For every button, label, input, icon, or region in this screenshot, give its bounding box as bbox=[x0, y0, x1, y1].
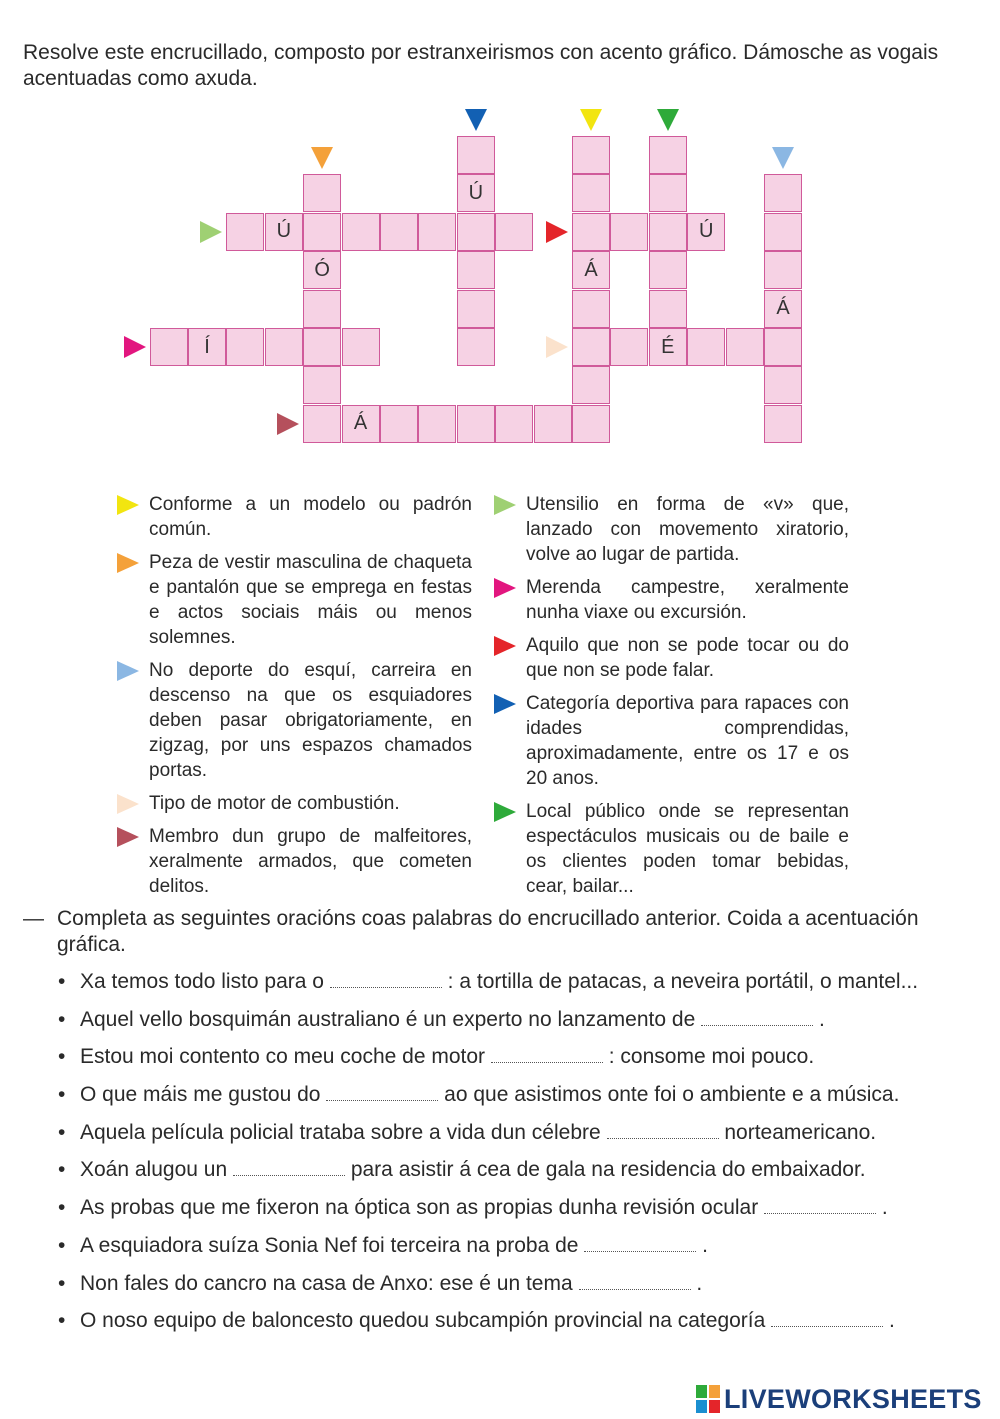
sentence-text-before: O que máis me gustou do bbox=[80, 1083, 321, 1107]
clue-text: No deporte do esquí, carreira en descenso na que os esquiadores deben pasar obrigatoriamente, en zigzag, por uns espazos chamados portas. bbox=[149, 660, 472, 781]
crossword-cell[interactable] bbox=[687, 328, 725, 366]
crossword-cell[interactable] bbox=[303, 366, 341, 404]
crossword-cell[interactable] bbox=[303, 174, 341, 212]
sentence-item bbox=[58, 1045, 988, 1083]
red-arrow-icon bbox=[546, 221, 568, 243]
crossword-cell[interactable] bbox=[764, 405, 802, 443]
crossword-cell[interactable] bbox=[764, 174, 802, 212]
crossword-cell[interactable] bbox=[572, 213, 610, 251]
bullet-icon: • bbox=[58, 1083, 66, 1107]
instructions: Resolve este encrucillado, composto por estranxeirismos con acento gráfico. Dámosche as vogais acentuadas como axuda. bbox=[23, 41, 939, 90]
magenta-arrow-icon bbox=[494, 578, 516, 598]
clue-item bbox=[494, 575, 849, 625]
sentence-text-after: ao que asistimos onte foi o ambiente e a música. bbox=[444, 1083, 900, 1107]
dark-blue-arrow-icon bbox=[465, 109, 487, 131]
sentence-item bbox=[58, 1234, 988, 1272]
crossword-cell[interactable] bbox=[418, 405, 456, 443]
crossword-cell[interactable]: Ó bbox=[303, 251, 341, 289]
crossword-cell[interactable] bbox=[150, 328, 188, 366]
crossword-cell[interactable]: Ú bbox=[457, 174, 495, 212]
sentence-item bbox=[58, 1008, 988, 1046]
crossword-cell[interactable]: Á bbox=[342, 405, 380, 443]
logo-text: LIVEWORKSHEETS bbox=[724, 1383, 982, 1414]
clue-text: Aquilo que non se pode tocar ou do que non se pode falar. bbox=[526, 635, 849, 681]
crossword-cell[interactable] bbox=[649, 136, 687, 174]
dash: — bbox=[23, 907, 44, 930]
crossword-cell[interactable] bbox=[572, 328, 610, 366]
answer-blank[interactable] bbox=[764, 1197, 876, 1214]
crossword-cell[interactable] bbox=[649, 213, 687, 251]
crossword-cell[interactable] bbox=[457, 290, 495, 328]
clue-item bbox=[494, 492, 849, 567]
sentence-text-after: . bbox=[696, 1271, 703, 1295]
crossword-cell[interactable] bbox=[226, 213, 264, 251]
sentence-text-after: . bbox=[889, 1309, 895, 1333]
bullet-icon: • bbox=[58, 1233, 66, 1257]
light-blue-arrow-icon bbox=[772, 147, 794, 169]
logo-square bbox=[709, 1385, 720, 1398]
clue-item bbox=[117, 492, 472, 542]
sentence-text-after: . bbox=[818, 1007, 825, 1031]
crossword-cell[interactable] bbox=[649, 290, 687, 328]
light-green-arrow-icon bbox=[200, 221, 222, 243]
answer-blank[interactable] bbox=[771, 1310, 883, 1327]
clue-text: Membro dun grupo de malfeitores, xeralmente armados, que cometen delitos. bbox=[149, 826, 472, 897]
crossword-cell[interactable] bbox=[303, 405, 341, 443]
clue-item bbox=[117, 824, 472, 899]
crossword-cell[interactable] bbox=[457, 328, 495, 366]
orange-arrow-icon bbox=[311, 147, 333, 169]
clue-item bbox=[494, 633, 849, 683]
liveworksheets-logo bbox=[696, 1384, 982, 1414]
crossword-cell[interactable]: Í bbox=[188, 328, 226, 366]
crossword-cell[interactable] bbox=[380, 405, 418, 443]
crossword-cell[interactable] bbox=[265, 328, 303, 366]
crossword-cell[interactable] bbox=[764, 328, 802, 366]
clue-item bbox=[117, 791, 472, 816]
green-arrow-icon bbox=[494, 802, 516, 822]
crossword-cell[interactable]: É bbox=[649, 328, 687, 366]
logo-square bbox=[696, 1400, 707, 1413]
bullet-icon: • bbox=[58, 1309, 66, 1333]
crossword-cell[interactable] bbox=[226, 328, 264, 366]
crossword-cell[interactable] bbox=[303, 328, 341, 366]
crossword-cell[interactable] bbox=[610, 328, 648, 366]
sentence-item bbox=[58, 1309, 988, 1347]
crossword-cell[interactable] bbox=[457, 405, 495, 443]
clue-text: Peza de vestir masculina de chaqueta e pantalón que se emprega en festas e actos sociais máis ou menos solemnes. bbox=[149, 552, 472, 648]
light-green-arrow-icon bbox=[494, 495, 516, 515]
crossword-cell[interactable] bbox=[342, 328, 380, 366]
bullet-icon: • bbox=[58, 1007, 66, 1031]
sentence-text-after: : consome moi pouco. bbox=[608, 1045, 815, 1069]
clue-text: Categoría deportiva para rapaces con idades comprendidas, aproximadamente, entre os 17 e os 20 anos. bbox=[526, 693, 849, 789]
crossword-cell[interactable] bbox=[457, 251, 495, 289]
crossword-cell[interactable] bbox=[380, 213, 418, 251]
sentence-item bbox=[58, 1272, 988, 1310]
crossword-cell[interactable] bbox=[726, 328, 764, 366]
crossword-cell[interactable] bbox=[572, 290, 610, 328]
logo-square bbox=[696, 1385, 707, 1398]
sentence-text-before: Estou moi contento co meu coche de motor bbox=[80, 1045, 486, 1069]
sentence-text-before: Non fales do cancro na casa de Anxo: ese é un tema bbox=[80, 1271, 573, 1295]
crossword-grid bbox=[0, 0, 1000, 470]
sentence-text-after: . bbox=[702, 1233, 709, 1257]
green-arrow-icon bbox=[657, 109, 679, 131]
logo-mark-icon bbox=[696, 1385, 720, 1413]
crossword-cell[interactable] bbox=[572, 405, 610, 443]
sentence-list bbox=[58, 970, 988, 1347]
sentence-text-before: Aquel vello bosquimán australiano é un experto no lanzamento de bbox=[80, 1007, 696, 1031]
crossword-cell[interactable] bbox=[495, 213, 533, 251]
sentence-item bbox=[58, 1083, 988, 1121]
yellow-arrow-icon bbox=[580, 109, 602, 131]
crossword-cell[interactable] bbox=[303, 213, 341, 251]
magenta-arrow-icon bbox=[124, 336, 146, 358]
sentence-text-before: A esquiadora suíza Sonia Nef foi terceira na proba de bbox=[80, 1233, 579, 1257]
maroon-arrow-icon bbox=[117, 827, 139, 847]
bullet-icon: • bbox=[58, 1120, 66, 1144]
clue-text: Merenda campestre, xeralmente nunha viaxe ou excursión. bbox=[526, 577, 849, 623]
crossword-cell[interactable]: Ú bbox=[687, 213, 725, 251]
sentence-text-after: : a tortilla de patacas, a neveira portátil, o mantel... bbox=[447, 970, 919, 993]
bullet-icon: • bbox=[58, 1045, 66, 1069]
crossword-cell[interactable] bbox=[572, 366, 610, 404]
crossword-cell[interactable] bbox=[764, 366, 802, 404]
exercise-instruction bbox=[23, 906, 963, 958]
clue-item bbox=[494, 799, 849, 899]
sentence-item bbox=[58, 970, 988, 1008]
logo-square bbox=[709, 1400, 720, 1413]
answer-blank[interactable] bbox=[701, 1009, 813, 1026]
crossword-cell[interactable] bbox=[572, 136, 610, 174]
crossword-cell[interactable] bbox=[303, 290, 341, 328]
light-blue-arrow-icon bbox=[117, 661, 139, 681]
crossword-cell[interactable] bbox=[764, 251, 802, 289]
clue-item bbox=[117, 550, 472, 650]
bullet-icon: • bbox=[58, 1196, 66, 1220]
bullet-icon: • bbox=[58, 970, 66, 993]
sentence-text-after: para asistir á cea de gala na residencia do embaixador. bbox=[350, 1158, 866, 1182]
answer-blank[interactable] bbox=[607, 1122, 719, 1139]
crossword-cell[interactable]: Ú bbox=[265, 213, 303, 251]
clues-right-column bbox=[494, 492, 849, 907]
crossword-cell[interactable] bbox=[495, 405, 533, 443]
sentence-text-after: norteamericano. bbox=[724, 1120, 877, 1144]
sentence-text-after: . bbox=[881, 1196, 888, 1220]
sentence-item bbox=[58, 1158, 988, 1196]
red-arrow-icon bbox=[494, 636, 516, 656]
crossword-cell[interactable] bbox=[534, 405, 572, 443]
answer-blank[interactable] bbox=[233, 1159, 345, 1176]
bullet-icon: • bbox=[58, 1158, 66, 1182]
crossword-cell[interactable] bbox=[572, 174, 610, 212]
crossword-cell[interactable] bbox=[457, 213, 495, 251]
crossword-cell[interactable] bbox=[649, 251, 687, 289]
clue-item bbox=[494, 691, 849, 791]
bullet-icon: • bbox=[58, 1271, 66, 1295]
answer-blank[interactable] bbox=[491, 1046, 603, 1063]
sentence-item bbox=[58, 1196, 988, 1234]
maroon-arrow-icon bbox=[277, 413, 299, 435]
crossword-cell[interactable]: Á bbox=[572, 251, 610, 289]
exercise-instruction-text: Completa as seguintes oracións coas palabras do encrucillado anterior. Coida a acentuación gráfica. bbox=[57, 907, 919, 956]
answer-blank[interactable] bbox=[326, 1084, 438, 1101]
yellow-arrow-icon bbox=[117, 495, 139, 515]
peach-arrow-icon bbox=[546, 336, 568, 358]
answer-blank[interactable] bbox=[584, 1235, 696, 1252]
crossword-cell[interactable] bbox=[418, 213, 456, 251]
clues-left-column bbox=[117, 492, 472, 907]
orange-arrow-icon bbox=[117, 553, 139, 573]
sentence-text-before: Xoán alugou un bbox=[80, 1158, 228, 1182]
clue-item bbox=[117, 658, 472, 783]
crossword-cell[interactable] bbox=[649, 174, 687, 212]
clue-text: Tipo de motor de combustión. bbox=[149, 793, 400, 814]
sentence-text-before: As probas que me fixeron na óptica son as propias dunha revisión ocular bbox=[80, 1196, 759, 1220]
sentence-text-before: Aquela película policial trataba sobre a vida dun célebre bbox=[80, 1120, 601, 1144]
crossword-cell[interactable] bbox=[764, 213, 802, 251]
crossword-cell[interactable] bbox=[457, 136, 495, 174]
clue-text: Local público onde se representan espectáculos musicais ou de baile e os clientes poden tomar bebidas, cear, bailar... bbox=[526, 801, 849, 897]
crossword-cell[interactable] bbox=[342, 213, 380, 251]
dark-blue-arrow-icon bbox=[494, 694, 516, 714]
peach-arrow-icon bbox=[117, 794, 139, 814]
crossword-cell[interactable]: Á bbox=[764, 290, 802, 328]
sentence-item bbox=[58, 1121, 988, 1159]
sentence-text-before: O noso equipo de baloncesto quedou subcampión provincial na categoría bbox=[80, 1309, 766, 1333]
answer-blank[interactable] bbox=[579, 1273, 691, 1290]
answer-blank[interactable] bbox=[330, 971, 442, 988]
clue-text: Conforme a un modelo ou padrón común. bbox=[149, 494, 472, 540]
clue-text: Utensilio en forma de «v» que, lanzado con movemento xiratorio, volve ao lugar de partida. bbox=[526, 494, 849, 565]
crossword-cell[interactable] bbox=[610, 213, 648, 251]
sentence-text-before: Xa temos todo listo para o bbox=[80, 970, 324, 993]
